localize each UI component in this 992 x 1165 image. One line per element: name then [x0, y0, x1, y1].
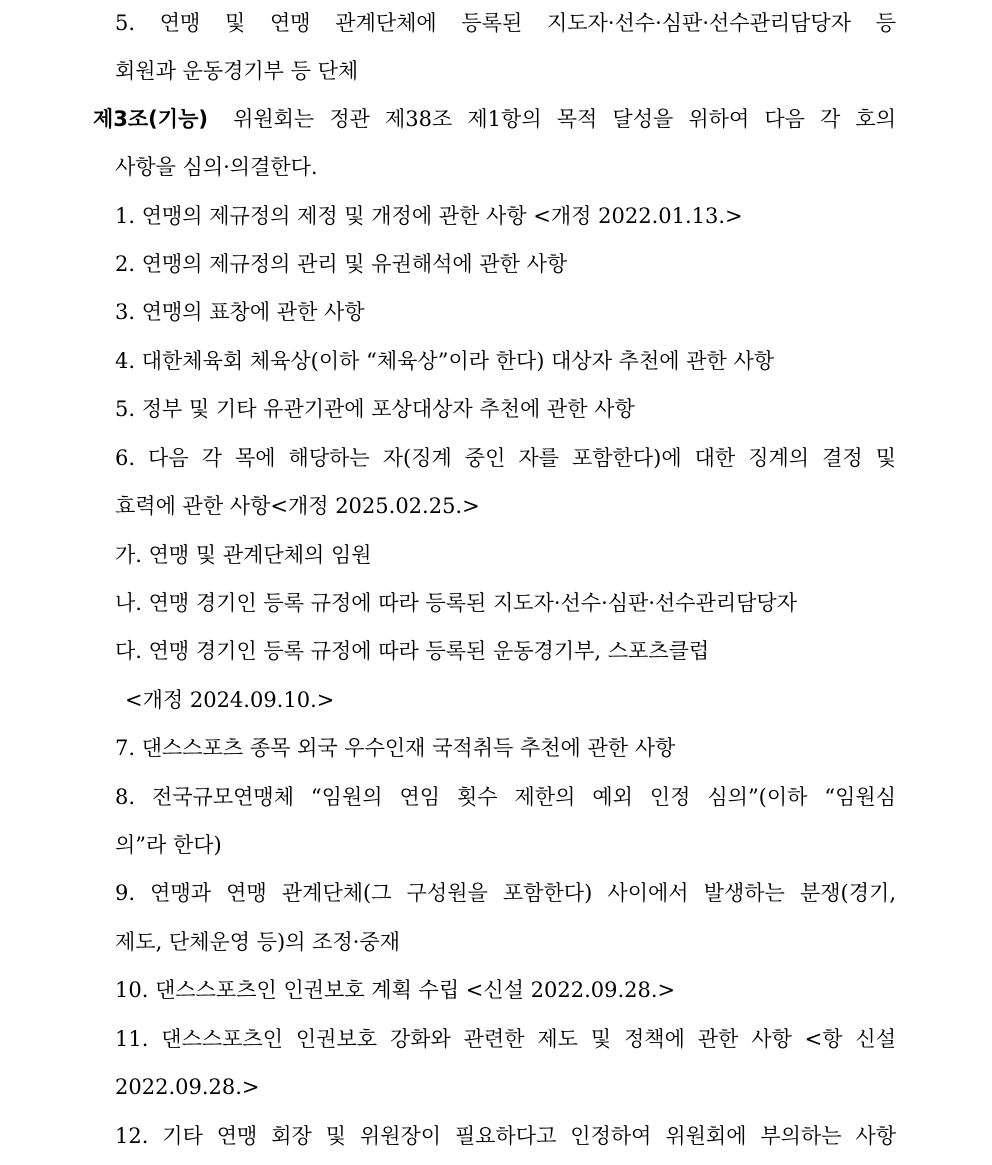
sub-item: 가. 연맹 및 관계단체의 임원 [115, 543, 372, 567]
list-item: 4. 대한체육회 체육상(이하 “체육상”이라 한다) 대상자 추천에 관한 사항 [115, 349, 775, 373]
prev-item-5-line-1: 5. 연맹 및 연맹 관계단체에 등록된 지도자·선수·심판·선수관리담당자 등 [115, 11, 896, 35]
sub-item: 나. 연맹 경기인 등록 규정에 따라 등록된 지도자·선수·심판·선수관리담당자 [115, 591, 798, 615]
sub-item-amendment: <개정 2024.09.10.> [125, 688, 335, 712]
list-item: 8. 전국규모연맹체 “임원의 연임 횟수 제한의 예외 인정 심의”(이하 “임원심 [115, 785, 896, 809]
list-item: 12. 기타 연맹 회장 및 위원장이 필요하다고 인정하여 위원회에 부의하는 사항 [115, 1124, 896, 1148]
list-item-continuation: 제도, 단체운영 등)의 조정·중재 [115, 930, 401, 954]
list-item: 2. 연맹의 제규정의 관리 및 유권해석에 관한 사항 [115, 252, 568, 276]
list-item: 11. 댄스스포츠인 인권보호 강화와 관련한 제도 및 정책에 관한 사항 <항 신설 [115, 1027, 896, 1051]
article-intro-line-2: 사항을 심의·의결한다. [115, 155, 318, 179]
article-heading: 제3조(기능) [93, 107, 208, 131]
sub-item: 다. 연맹 경기인 등록 규정에 따라 등록된 운동경기부, 스포츠클럽 [115, 639, 710, 663]
article-intro-line-1: 위원회는 정관 제38조 제1항의 목적 달성을 위하여 다음 각 호의 [233, 107, 896, 131]
list-item: 1. 연맹의 제규정의 제정 및 개정에 관한 사항 <개정 2022.01.13.> [115, 204, 743, 228]
list-item-continuation: 의”라 한다) [115, 833, 222, 857]
article-3-intro [93, 104, 896, 134]
list-item: 10. 댄스스포츠인 인권보호 계획 수립 <신설 2022.09.28.> [115, 978, 676, 1002]
prev-item-5-line-2: 회원과 운동경기부 등 단체 [115, 59, 359, 83]
list-item: 7. 댄스스포츠 종목 외국 우수인재 국적취득 추천에 관한 사항 [115, 736, 676, 760]
list-item-continuation: 2022.09.28.> [115, 1075, 260, 1099]
list-item: 5. 정부 및 기타 유관기관에 포상대상자 추천에 관한 사항 [115, 397, 635, 421]
list-item: 3. 연맹의 표창에 관한 사항 [115, 300, 365, 324]
list-item: 9. 연맹과 연맹 관계단체(그 구성원을 포함한다) 사이에서 발생하는 분쟁(경기, [115, 881, 896, 905]
list-item-continuation: 효력에 관한 사항<개정 2025.02.25.> [115, 494, 480, 518]
list-item: 6. 다음 각 목에 해당하는 자(징계 중인 자를 포함한다)에 대한 징계의 결정 및 [115, 446, 896, 470]
